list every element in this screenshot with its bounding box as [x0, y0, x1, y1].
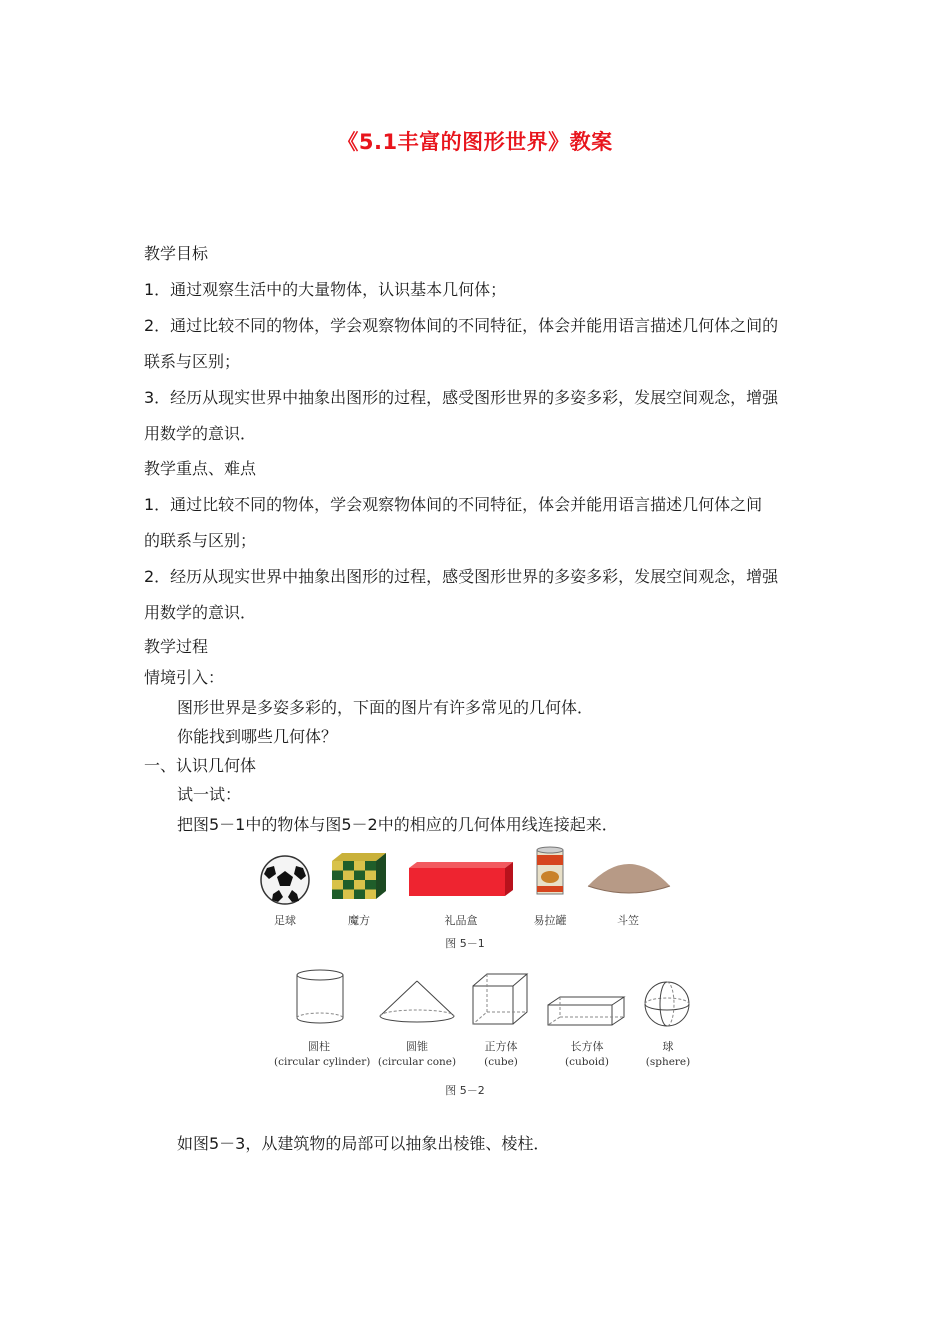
key-2: 2．经历从现实世界中抽象出图形的过程，感受图形世界的多姿多彩，发展空间观念，增强: [144, 567, 779, 586]
process-heading: 教学过程: [144, 637, 209, 656]
intro-heading: 情境引入：: [144, 668, 225, 687]
fig2-name-cone: 圆锥: [406, 1040, 428, 1053]
closing-text: 如图5－3，从建筑物的局部可以抽象出棱锥、棱柱．: [177, 1134, 550, 1153]
intro-line-1: 图形世界是多姿多彩的，下面的图片有许多常见的几何体．: [177, 698, 594, 717]
fig2-en-cone: (circular cone): [377, 1056, 457, 1068]
try-text: 把图5－1中的物体与图5－2中的相应的几何体用线连接起来．: [177, 815, 618, 834]
fig1-label-cube: 魔方: [348, 914, 370, 927]
sphere-shape: [642, 980, 692, 1028]
intro-line-2: 你能找到哪些几何体？: [177, 727, 338, 746]
key-2-cont: 用数学的意识．: [144, 603, 257, 622]
fig2-en-cylinder: (circular cylinder): [274, 1056, 371, 1068]
fig1-label-soccer: 足球: [274, 914, 296, 927]
key-1-cont: 的联系与区别；: [144, 531, 257, 550]
fig2-name-cuboid: 长方体: [570, 1040, 604, 1053]
gift-box-image: [407, 860, 515, 898]
try-heading: 试一试：: [177, 785, 242, 804]
cylinder-shape: [294, 968, 346, 1026]
goal-3: 3．经历从现实世界中抽象出图形的过程，感受图形世界的多姿多彩，发展空间观念，增强: [144, 388, 779, 407]
goal-2: 2．通过比较不同的物体，学会观察物体间的不同特征，体会并能用语言描述几何体之间的: [144, 316, 779, 335]
can-image: [534, 846, 566, 898]
cone-shape: [377, 978, 457, 1026]
page-title: 《5.1丰富的图形世界》教案: [337, 130, 613, 154]
cube-shape: [471, 972, 529, 1026]
goal-3-cont: 用数学的意识．: [144, 424, 257, 443]
fig2-name-cube: 正方体: [484, 1040, 518, 1053]
fig2-name-cylinder: 圆柱: [308, 1040, 330, 1053]
goals-heading: 教学目标: [144, 244, 209, 263]
rubiks-cube-image: [330, 851, 388, 901]
cuboid-shape: [546, 995, 626, 1027]
part1-heading: 一、认识几何体: [144, 756, 257, 775]
fig2-en-cube: (cube): [484, 1056, 518, 1068]
fig2-en-sphere: (sphere): [645, 1056, 691, 1068]
goal-2-cont: 联系与区别；: [144, 352, 241, 371]
key-1: 1．通过比较不同的物体，学会观察物体间的不同特征，体会并能用语言描述几何体之间: [144, 495, 763, 514]
key-heading: 教学重点、难点: [144, 459, 257, 478]
fig1-label-giftbox: 礼品盒: [444, 914, 478, 927]
fig1-label-hat: 斗笠: [617, 914, 639, 927]
bamboo-hat-image: [586, 852, 672, 898]
goal-1: 1．通过观察生活中的大量物体，认识基本几何体；: [144, 280, 507, 299]
fig2-name-sphere: 球: [662, 1040, 674, 1053]
fig2-en-cuboid: (cuboid): [565, 1056, 609, 1068]
fig1-label-can: 易拉罐: [533, 914, 567, 927]
soccer-ball-image: [259, 854, 311, 906]
fig2-caption: 图 5－2: [445, 1084, 485, 1097]
fig1-caption: 图 5－1: [445, 937, 485, 950]
